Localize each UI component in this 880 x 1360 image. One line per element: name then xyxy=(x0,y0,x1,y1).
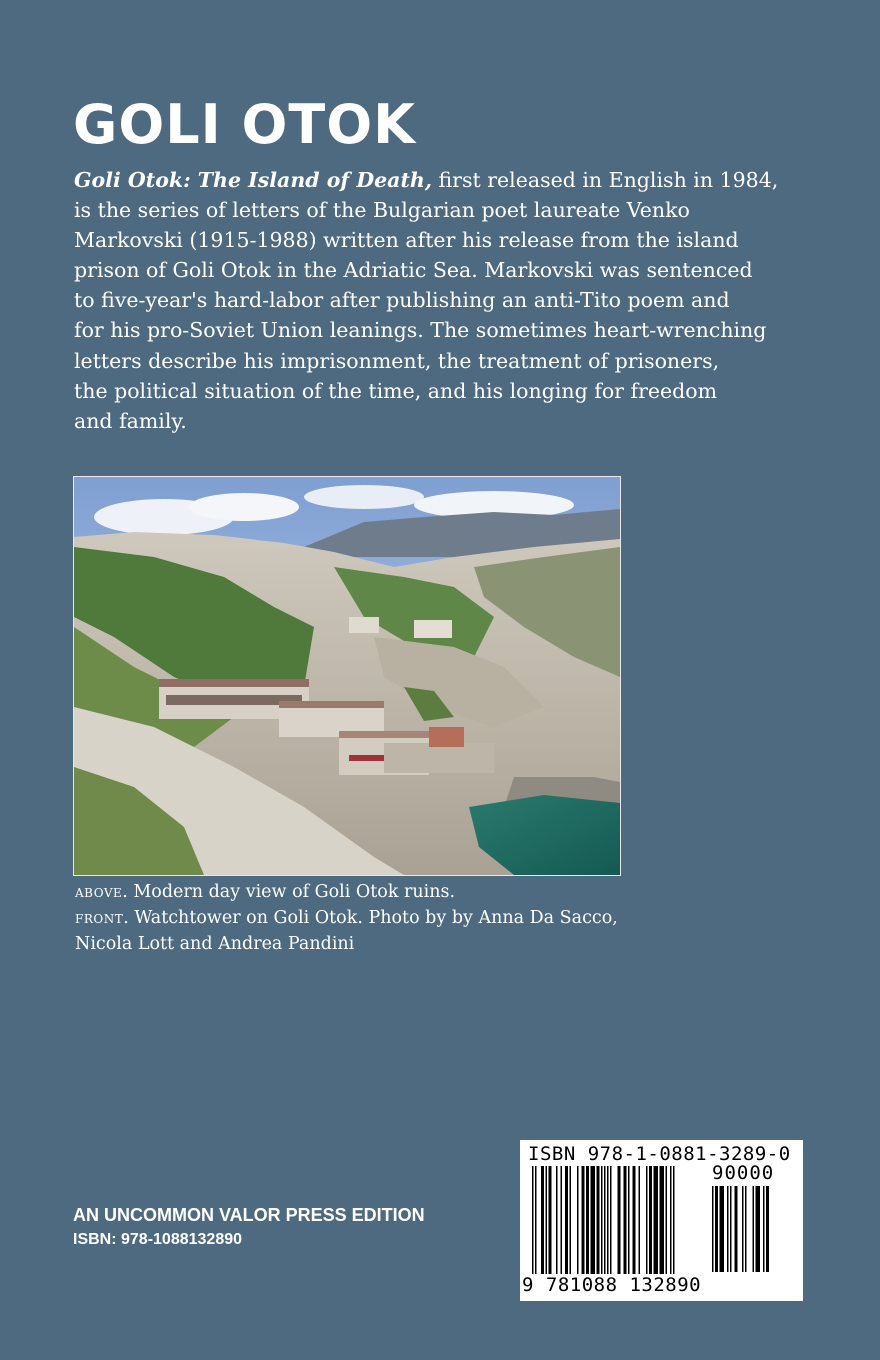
barcode-bar xyxy=(556,1166,558,1274)
barcode-bar xyxy=(753,1186,755,1272)
barcode-bar xyxy=(727,1186,729,1272)
goli-otok-ruins-photo xyxy=(73,476,621,876)
caption-above-lead: above xyxy=(75,882,123,902)
barcode-bar xyxy=(610,1166,612,1274)
barcode-bar xyxy=(735,1186,738,1272)
barcode-bar xyxy=(756,1186,761,1272)
blurb-line: Markovski (1915-1988) written after his release from the island xyxy=(74,228,739,253)
blurb-line: to five-year's hard-labor after publishing an anti-Tito poem and xyxy=(74,288,730,313)
barcode-bar xyxy=(646,1166,648,1274)
isbn-barcode xyxy=(520,1140,803,1301)
barcode-bar xyxy=(660,1166,665,1274)
barcode-bar xyxy=(549,1166,552,1274)
blurb-line: prison of Goli Otok in the Adriatic Sea. Markovski was sentenced xyxy=(74,258,753,283)
cover-blurb xyxy=(74,165,834,436)
blurb-line: the political situation of the time, and his longing for freedom xyxy=(74,378,718,403)
barcode-bar xyxy=(649,1166,652,1274)
barcode-bar xyxy=(670,1166,672,1274)
barcode-bar xyxy=(628,1166,630,1274)
barcode-bar xyxy=(570,1166,572,1274)
barcode-bar xyxy=(586,1166,589,1274)
barcode-bar xyxy=(633,1166,636,1274)
barcode-bar xyxy=(577,1166,579,1274)
caption-front-text: . Watchtower on Goli Otok. Photo by by Anna Da Sacco, xyxy=(123,908,618,928)
barcode-digits: 9 781088 132890 xyxy=(522,1274,702,1296)
barcode-bar xyxy=(624,1166,627,1274)
barcode-bar xyxy=(666,1166,668,1274)
barcode-bar xyxy=(532,1166,534,1274)
blurb-line: for his pro-Soviet Union leanings. The sometimes heart-wrenching xyxy=(74,318,767,343)
barcode-bar xyxy=(742,1186,744,1272)
caption-above-text: . Modern day view of Goli Otok ruins. xyxy=(122,882,456,902)
barcode-bar xyxy=(597,1166,600,1274)
blurb-line: first released in English in 1984, xyxy=(431,168,779,192)
barcode-addon-bars xyxy=(712,1186,794,1274)
barcode-bar xyxy=(561,1166,563,1274)
barcode-bar xyxy=(639,1166,641,1274)
barcode-bar xyxy=(541,1166,544,1274)
barcode-price-code: 90000 xyxy=(712,1162,775,1184)
caption-front-text-cont: Nicola Lott and Andrea Pandini xyxy=(75,934,355,954)
barcode-bar xyxy=(604,1166,606,1274)
barcode-bar xyxy=(565,1166,568,1274)
barcode-bar xyxy=(607,1166,609,1274)
blurb-line: and family. xyxy=(74,408,187,433)
barcode-bar xyxy=(582,1166,585,1274)
publisher-isbn: ISBN: 978-1088132890 xyxy=(73,1231,243,1248)
barcode-bar xyxy=(601,1166,603,1274)
cover-title: GOLI OTOK xyxy=(73,93,417,156)
barcode-bar xyxy=(654,1166,659,1274)
blurb-line: is the series of letters of the Bulgarian poet laureate Venko xyxy=(74,198,690,223)
barcode-bar xyxy=(591,1166,596,1274)
photo-caption xyxy=(75,879,695,957)
barcode-bar xyxy=(618,1166,621,1274)
caption-front-lead: front xyxy=(75,908,124,928)
barcode-bar xyxy=(766,1186,769,1272)
barcode-bars xyxy=(532,1166,708,1276)
barcode-bar xyxy=(546,1166,548,1274)
publisher-edition: AN UNCOMMON VALOR PRESS EDITION xyxy=(73,1205,425,1225)
barcode-bar xyxy=(730,1186,732,1272)
blurb-book-title: Goli Otok: The Island of Death, xyxy=(74,168,432,192)
barcode-bar xyxy=(745,1186,747,1272)
barcode-bar xyxy=(720,1186,725,1272)
barcode-bar xyxy=(673,1166,675,1274)
barcode-isbn-text: ISBN 978-1-0881-3289-0 xyxy=(528,1143,791,1165)
barcode-bar xyxy=(763,1186,765,1272)
barcode-bar xyxy=(715,1186,718,1272)
barcode-bar xyxy=(712,1186,714,1272)
barcode-bar xyxy=(535,1166,537,1274)
blurb-line: letters describe his imprisonment, the treatment of prisoners, xyxy=(74,348,720,373)
